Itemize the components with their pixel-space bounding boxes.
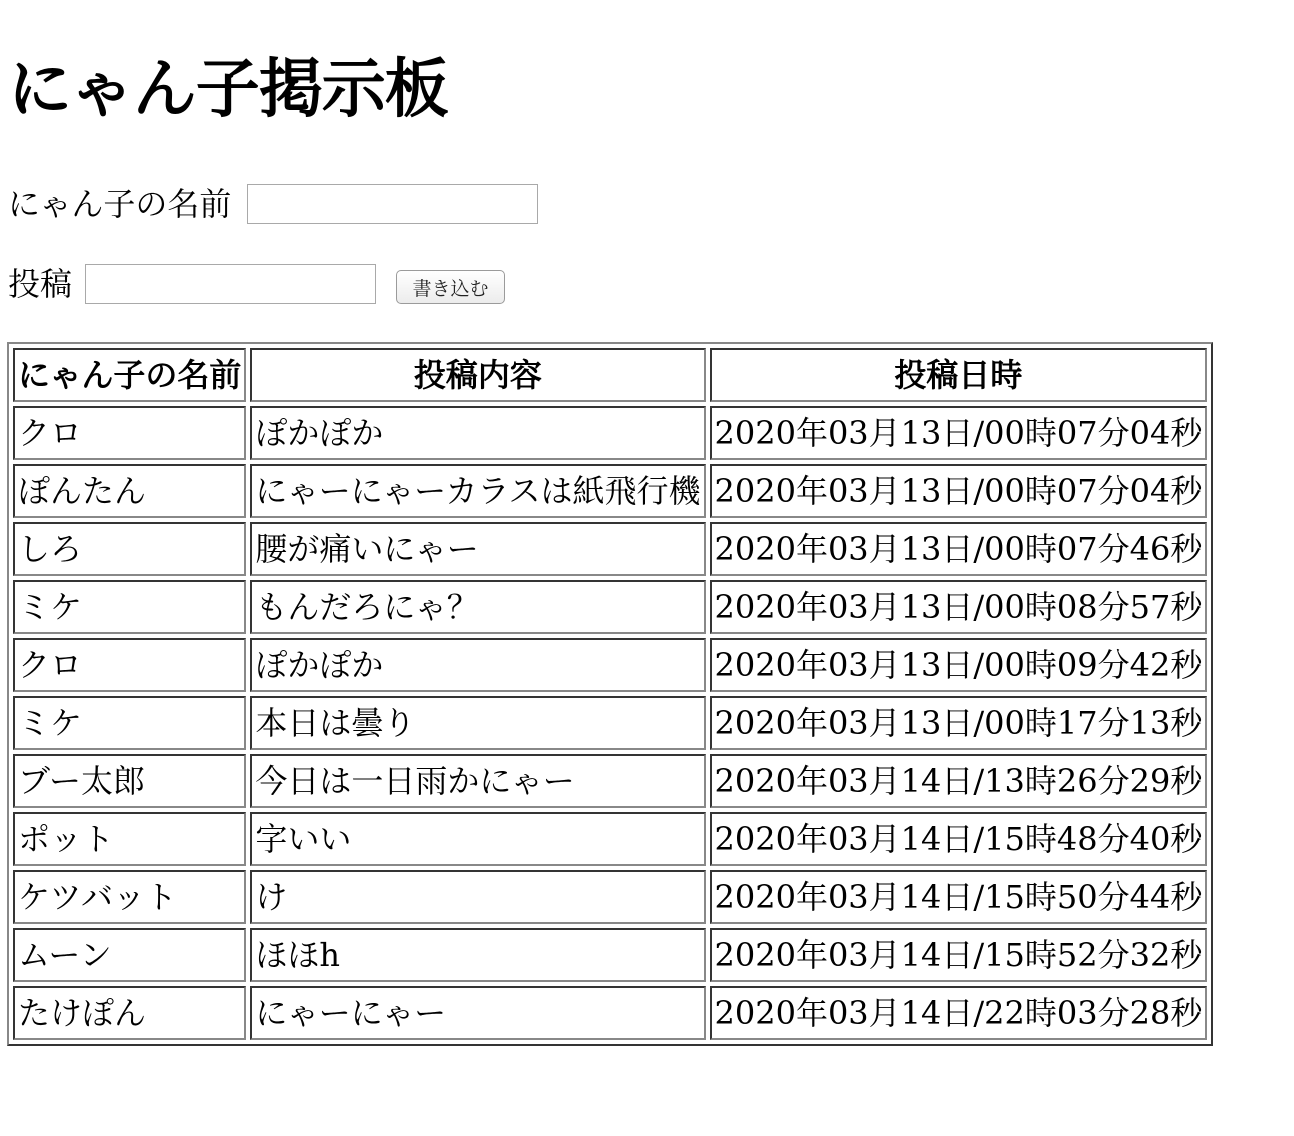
name-label: にゃん子の名前 xyxy=(8,185,232,223)
name-input[interactable] xyxy=(247,184,538,224)
cell-date: 2020年03月14日/15時48分40秒 xyxy=(710,812,1208,866)
table-row xyxy=(13,986,1207,1040)
submit-button[interactable]: 書き込む xyxy=(396,270,505,304)
cell-name: ポット xyxy=(13,812,246,866)
table-header-row xyxy=(13,348,1207,402)
cell-content: 本日は曇り xyxy=(250,696,705,750)
cell-date: 2020年03月14日/15時52分32秒 xyxy=(710,928,1208,982)
cell-content: にゃーにゃーカラスは紙飛行機 xyxy=(250,464,705,518)
cell-date: 2020年03月13日/00時07分46秒 xyxy=(710,522,1208,576)
table-row xyxy=(13,638,1207,692)
cell-content: ほほh xyxy=(250,928,705,982)
cell-date: 2020年03月13日/00時08分57秒 xyxy=(710,580,1208,634)
cell-date: 2020年03月13日/00時07分04秒 xyxy=(710,464,1208,518)
name-form-row xyxy=(8,184,538,224)
cell-name: クロ xyxy=(13,406,246,460)
post-input[interactable] xyxy=(85,264,376,304)
cell-name: ムーン xyxy=(13,928,246,982)
cell-content: 字いい xyxy=(250,812,705,866)
page-title: にゃん子掲示板 xyxy=(8,52,448,127)
cell-name: ミケ xyxy=(13,580,246,634)
cell-content: にゃーにゃー xyxy=(250,986,705,1040)
cell-name: クロ xyxy=(13,638,246,692)
column-header-name: にゃん子の名前 xyxy=(13,348,246,402)
cell-content: もんだろにゃ？ xyxy=(250,580,705,634)
cell-date: 2020年03月14日/22時03分28秒 xyxy=(710,986,1208,1040)
column-header-date: 投稿日時 xyxy=(710,348,1208,402)
column-header-content: 投稿内容 xyxy=(250,348,705,402)
cell-content: 腰が痛いにゃー xyxy=(250,522,705,576)
cell-content: 今日は一日雨かにゃー xyxy=(250,754,705,808)
cell-name: ミケ xyxy=(13,696,246,750)
table-row xyxy=(13,464,1207,518)
table-row xyxy=(13,696,1207,750)
table-row xyxy=(13,870,1207,924)
table-row xyxy=(13,406,1207,460)
cell-date: 2020年03月13日/00時17分13秒 xyxy=(710,696,1208,750)
cell-date: 2020年03月14日/13時26分29秒 xyxy=(710,754,1208,808)
cell-name: ケツバット xyxy=(13,870,246,924)
table-row xyxy=(13,812,1207,866)
posts-table xyxy=(7,342,1213,1046)
cell-content: ぽかぽか xyxy=(250,638,705,692)
cell-name: しろ xyxy=(13,522,246,576)
cell-date: 2020年03月14日/15時50分44秒 xyxy=(710,870,1208,924)
cell-content: け xyxy=(250,870,705,924)
table-row xyxy=(13,580,1207,634)
table-row xyxy=(13,522,1207,576)
table-row xyxy=(13,928,1207,982)
cell-name: たけぽん xyxy=(13,986,246,1040)
post-label: 投稿 xyxy=(8,265,73,303)
cell-date: 2020年03月13日/00時09分42秒 xyxy=(710,638,1208,692)
table-row xyxy=(13,754,1207,808)
cell-name: ぽんたん xyxy=(13,464,246,518)
post-form-row xyxy=(8,264,505,304)
cell-content: ぽかぽか xyxy=(250,406,705,460)
cell-date: 2020年03月13日/00時07分04秒 xyxy=(710,406,1208,460)
cell-name: ブー太郎 xyxy=(13,754,246,808)
